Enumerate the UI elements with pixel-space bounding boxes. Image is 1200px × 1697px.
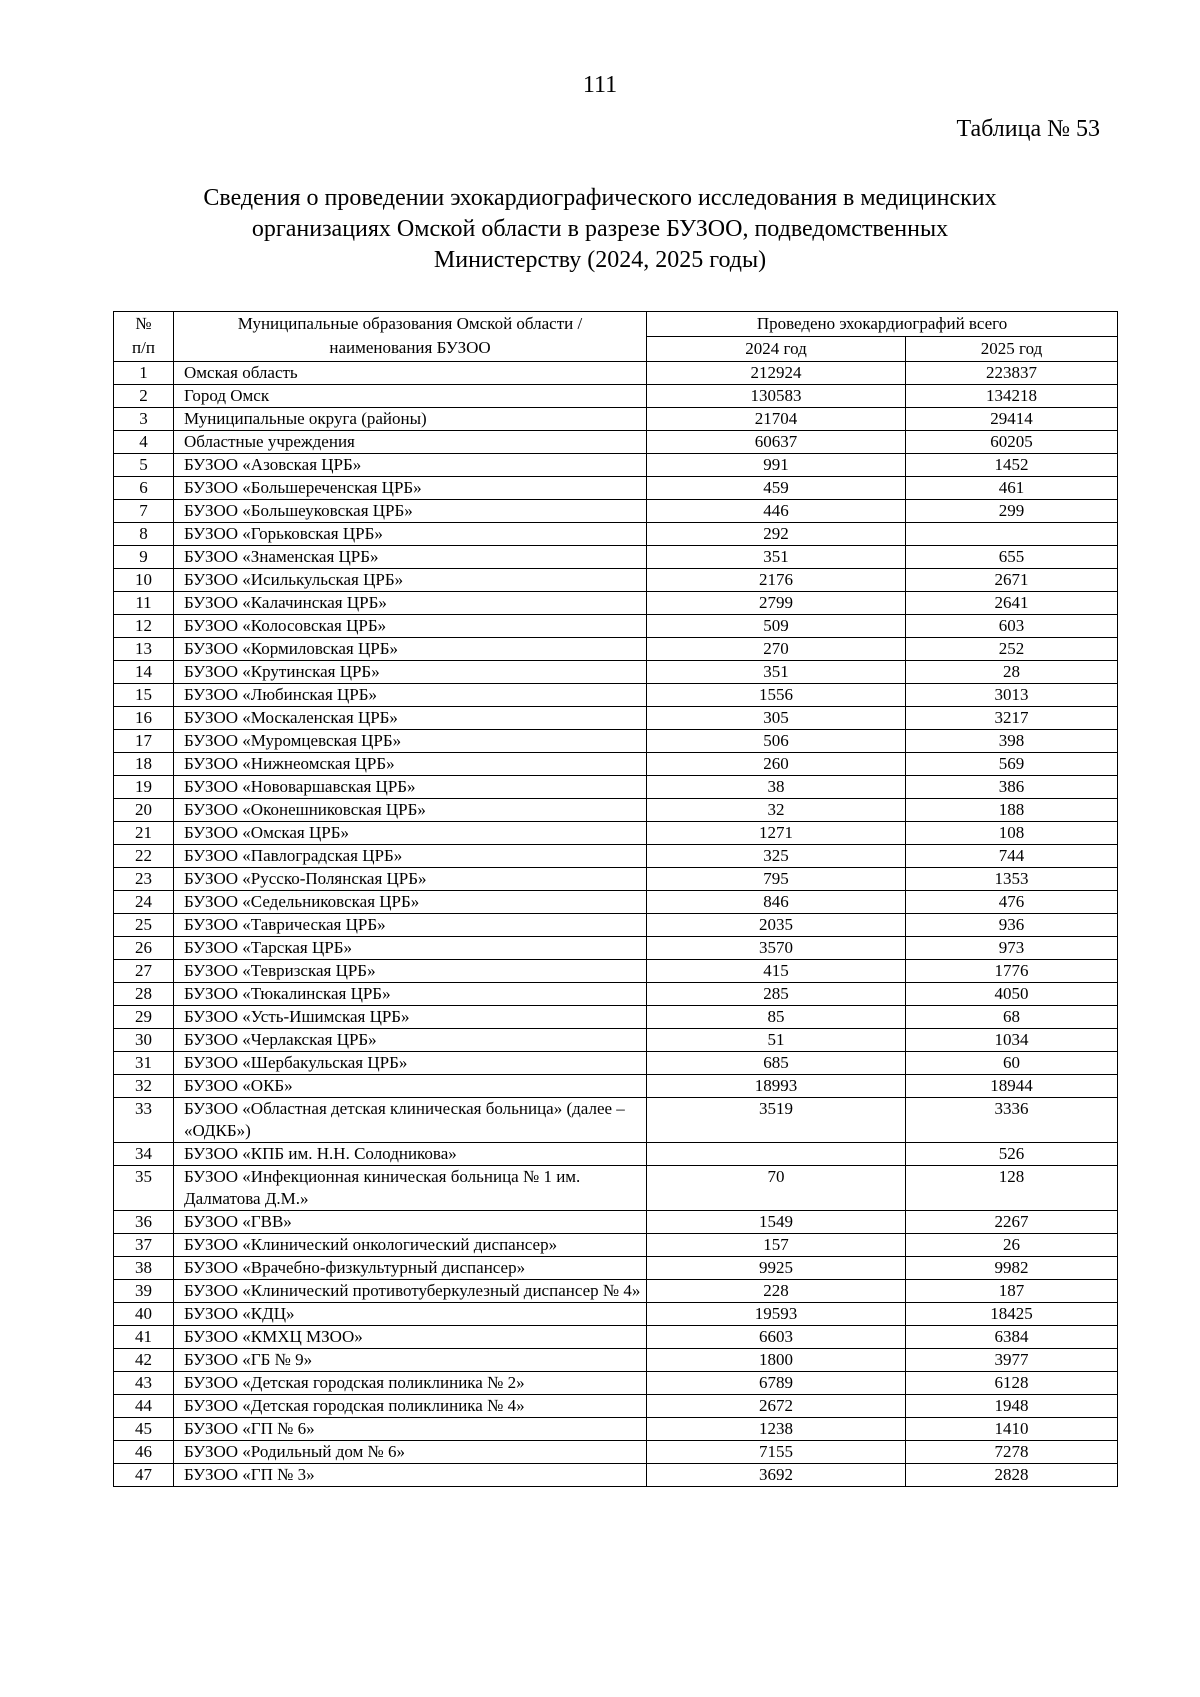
row-name: БУЗОО «Павлоградская ЦРБ» (174, 845, 647, 868)
row-value-2024: 60637 (647, 431, 906, 454)
row-name: БУЗОО «ГП № 3» (174, 1464, 647, 1487)
table-row (114, 523, 1118, 546)
row-value-2024: 446 (647, 500, 906, 523)
table-row (114, 408, 1118, 431)
table-row (114, 707, 1118, 730)
row-value-2024: 3519 (647, 1098, 906, 1143)
row-number: 36 (114, 1211, 174, 1234)
row-number: 38 (114, 1257, 174, 1280)
row-value-2024: 285 (647, 983, 906, 1006)
row-number: 18 (114, 753, 174, 776)
table-row (114, 845, 1118, 868)
table-row (114, 477, 1118, 500)
row-value-2024: 325 (647, 845, 906, 868)
row-number: 39 (114, 1280, 174, 1303)
row-number: 43 (114, 1372, 174, 1395)
table-row (114, 891, 1118, 914)
row-value-2024: 130583 (647, 385, 906, 408)
row-number: 23 (114, 868, 174, 891)
table-row (114, 1166, 1118, 1211)
row-name: БУЗОО «Горьковская ЦРБ» (174, 523, 647, 546)
row-name: БУЗОО «Кормиловская ЦРБ» (174, 638, 647, 661)
row-value-2024: 157 (647, 1234, 906, 1257)
row-value-2024: 1800 (647, 1349, 906, 1372)
row-value-2024: 1556 (647, 684, 906, 707)
row-number: 13 (114, 638, 174, 661)
row-value-2025: 188 (906, 799, 1118, 822)
row-value-2025: 299 (906, 500, 1118, 523)
row-value-2025: 1776 (906, 960, 1118, 983)
row-number: 25 (114, 914, 174, 937)
row-name: Город Омск (174, 385, 647, 408)
title-line: Министерству (2024, 2025 годы) (433, 247, 767, 273)
row-value-2025 (906, 523, 1118, 546)
table-row (114, 753, 1118, 776)
row-value-2024: 415 (647, 960, 906, 983)
table-row (114, 431, 1118, 454)
row-name: БУЗОО «Клинический противотуберкулезный диспансер № 4» (174, 1280, 647, 1303)
row-value-2025: 108 (906, 822, 1118, 845)
row-value-2024: 2176 (647, 569, 906, 592)
row-number: 22 (114, 845, 174, 868)
row-value-2024 (647, 1143, 906, 1166)
row-number: 44 (114, 1395, 174, 1418)
row-value-2024: 685 (647, 1052, 906, 1075)
page-number: 111 (582, 72, 618, 98)
row-name: БУЗОО «Врачебно-физкультурный диспансер» (174, 1257, 647, 1280)
row-value-2024: 506 (647, 730, 906, 753)
row-value-2024: 19593 (647, 1303, 906, 1326)
row-value-2025: 1410 (906, 1418, 1118, 1441)
row-value-2024: 292 (647, 523, 906, 546)
row-name: БУЗОО «Колосовская ЦРБ» (174, 615, 647, 638)
table-row (114, 1349, 1118, 1372)
table-row (114, 661, 1118, 684)
row-value-2024: 351 (647, 661, 906, 684)
row-name: БУЗОО «Шербакульская ЦРБ» (174, 1052, 647, 1075)
row-name: БУЗОО «Москаленская ЦРБ» (174, 707, 647, 730)
table-row (114, 1029, 1118, 1052)
row-value-2025: 7278 (906, 1441, 1118, 1464)
row-value-2025: 28 (906, 661, 1118, 684)
row-name: БУЗОО «КДЦ» (174, 1303, 647, 1326)
row-number: 8 (114, 523, 174, 546)
row-value-2025: 2641 (906, 592, 1118, 615)
table-row (114, 1395, 1118, 1418)
row-number: 10 (114, 569, 174, 592)
table-row (114, 1303, 1118, 1326)
table-row (114, 615, 1118, 638)
row-number: 4 (114, 431, 174, 454)
row-value-2025: 60205 (906, 431, 1118, 454)
table-row (114, 914, 1118, 937)
row-number: 41 (114, 1326, 174, 1349)
row-number: 45 (114, 1418, 174, 1441)
row-value-2025: 223837 (906, 362, 1118, 385)
row-name: БУЗОО «Инфекционная киническая больница № 1 им. Далматова Д.М.» (174, 1166, 647, 1211)
row-name: БУЗОО «Детская городская поликлиника № 2» (174, 1372, 647, 1395)
row-value-2025: 128 (906, 1166, 1118, 1211)
row-value-2025: 603 (906, 615, 1118, 638)
row-value-2024: 305 (647, 707, 906, 730)
row-value-2025: 526 (906, 1143, 1118, 1166)
row-value-2024: 6603 (647, 1326, 906, 1349)
row-number: 33 (114, 1098, 174, 1143)
table-row (114, 822, 1118, 845)
row-name: БУЗОО «Тарская ЦРБ» (174, 937, 647, 960)
row-name: БУЗОО «Усть-Ишимская ЦРБ» (174, 1006, 647, 1029)
row-value-2024: 6789 (647, 1372, 906, 1395)
table-row (114, 592, 1118, 615)
table-row (114, 500, 1118, 523)
row-name: БУЗОО «Седельниковская ЦРБ» (174, 891, 647, 914)
table-row (114, 684, 1118, 707)
header-2025: 2025 год (906, 337, 1118, 362)
row-name: БУЗОО «ГБ № 9» (174, 1349, 647, 1372)
row-number: 3 (114, 408, 174, 431)
header-number-line2: п/п (132, 338, 155, 357)
header-2024: 2024 год (647, 337, 906, 362)
row-name: Муниципальные округа (районы) (174, 408, 647, 431)
row-value-2025: 18944 (906, 1075, 1118, 1098)
row-name: БУЗОО «Черлакская ЦРБ» (174, 1029, 647, 1052)
row-number: 20 (114, 799, 174, 822)
table-label: Таблица № 53 (956, 116, 1100, 142)
table-row (114, 1143, 1118, 1166)
row-value-2024: 9925 (647, 1257, 906, 1280)
table-body (114, 362, 1118, 1487)
row-number: 2 (114, 385, 174, 408)
row-value-2024: 7155 (647, 1441, 906, 1464)
row-name: БУЗОО «Клинический онкологический диспансер» (174, 1234, 647, 1257)
row-number: 29 (114, 1006, 174, 1029)
row-number: 14 (114, 661, 174, 684)
row-name: БУЗОО «ГВВ» (174, 1211, 647, 1234)
row-value-2025: 386 (906, 776, 1118, 799)
table-row (114, 638, 1118, 661)
row-number: 46 (114, 1441, 174, 1464)
row-value-2024: 351 (647, 546, 906, 569)
row-name: БУЗОО «Калачинская ЦРБ» (174, 592, 647, 615)
row-value-2024: 991 (647, 454, 906, 477)
row-value-2024: 1549 (647, 1211, 906, 1234)
row-value-2024: 2799 (647, 592, 906, 615)
title-line: Сведения о проведении эхокардиографического исследования в медицинских (203, 185, 997, 211)
table-row (114, 385, 1118, 408)
row-number: 6 (114, 477, 174, 500)
table-row (114, 1464, 1118, 1487)
row-value-2025: 744 (906, 845, 1118, 868)
table-row (114, 1098, 1118, 1143)
row-number: 32 (114, 1075, 174, 1098)
table-row (114, 1441, 1118, 1464)
header-name-line1: Муниципальные образования Омской области / (237, 314, 583, 333)
row-name: БУЗОО «Нововаршавская ЦРБ» (174, 776, 647, 799)
row-name: БУЗОО «Муромцевская ЦРБ» (174, 730, 647, 753)
row-name: БУЗОО «Омская ЦРБ» (174, 822, 647, 845)
row-value-2024: 51 (647, 1029, 906, 1052)
row-value-2024: 2672 (647, 1395, 906, 1418)
row-value-2025: 9982 (906, 1257, 1118, 1280)
header-group: Проведено эхокардиографий всего (647, 312, 1118, 337)
row-value-2024: 1238 (647, 1418, 906, 1441)
row-name: БУЗОО «КПБ им. Н.Н. Солодникова» (174, 1143, 647, 1166)
row-name: БУЗОО «Детская городская поликлиника № 4» (174, 1395, 647, 1418)
table-row (114, 1234, 1118, 1257)
row-number: 5 (114, 454, 174, 477)
row-value-2025: 2267 (906, 1211, 1118, 1234)
row-name: БУЗОО «Тюкалинская ЦРБ» (174, 983, 647, 1006)
row-value-2025: 2828 (906, 1464, 1118, 1487)
row-number: 7 (114, 500, 174, 523)
row-name: БУЗОО «Большеуковская ЦРБ» (174, 500, 647, 523)
row-value-2024: 3692 (647, 1464, 906, 1487)
row-number: 37 (114, 1234, 174, 1257)
row-value-2024: 509 (647, 615, 906, 638)
row-number: 19 (114, 776, 174, 799)
row-value-2025: 26 (906, 1234, 1118, 1257)
row-value-2025: 476 (906, 891, 1118, 914)
row-value-2025: 398 (906, 730, 1118, 753)
table-row (114, 1280, 1118, 1303)
row-number: 9 (114, 546, 174, 569)
document-title (120, 183, 1080, 276)
row-value-2025: 252 (906, 638, 1118, 661)
row-name: БУЗОО «Оконешниковская ЦРБ» (174, 799, 647, 822)
table-row (114, 1052, 1118, 1075)
table-row (114, 799, 1118, 822)
row-value-2025: 6128 (906, 1372, 1118, 1395)
row-value-2024: 228 (647, 1280, 906, 1303)
row-name: БУЗОО «Областная детская клиническая больница» (далее – «ОДКБ») (174, 1098, 647, 1143)
row-number: 27 (114, 960, 174, 983)
row-number: 15 (114, 684, 174, 707)
table-row (114, 362, 1118, 385)
table-row (114, 1211, 1118, 1234)
row-name: БУЗОО «Знаменская ЦРБ» (174, 546, 647, 569)
row-value-2024: 846 (647, 891, 906, 914)
table-row (114, 1372, 1118, 1395)
row-value-2025: 655 (906, 546, 1118, 569)
row-value-2025: 3977 (906, 1349, 1118, 1372)
table-row (114, 546, 1118, 569)
header-name-line2: наименования БУЗОО (329, 338, 491, 357)
row-value-2024: 270 (647, 638, 906, 661)
row-name: БУЗОО «Исилькульская ЦРБ» (174, 569, 647, 592)
row-value-2025: 29414 (906, 408, 1118, 431)
row-name: БУЗОО «Нижнеомская ЦРБ» (174, 753, 647, 776)
table-row (114, 1257, 1118, 1280)
row-number: 1 (114, 362, 174, 385)
table-row (114, 960, 1118, 983)
row-value-2025: 4050 (906, 983, 1118, 1006)
table-row (114, 937, 1118, 960)
row-number: 35 (114, 1166, 174, 1211)
row-name: БУЗОО «ОКБ» (174, 1075, 647, 1098)
row-value-2024: 18993 (647, 1075, 906, 1098)
row-value-2024: 32 (647, 799, 906, 822)
row-value-2024: 38 (647, 776, 906, 799)
row-value-2024: 212924 (647, 362, 906, 385)
table-row (114, 730, 1118, 753)
row-number: 34 (114, 1143, 174, 1166)
header-number (114, 312, 174, 362)
row-number: 30 (114, 1029, 174, 1052)
header-name (174, 312, 647, 362)
row-name: Областные учреждения (174, 431, 647, 454)
row-value-2025: 1353 (906, 868, 1118, 891)
table-row (114, 569, 1118, 592)
row-value-2025: 68 (906, 1006, 1118, 1029)
row-value-2025: 1452 (906, 454, 1118, 477)
row-name: БУЗОО «КМХЦ МЗОО» (174, 1326, 647, 1349)
table-row (114, 868, 1118, 891)
row-number: 26 (114, 937, 174, 960)
row-value-2025: 973 (906, 937, 1118, 960)
title-line: организациях Омской области в разрезе БУЗОО, подведомственных (251, 216, 949, 242)
row-name: БУЗОО «Большереченская ЦРБ» (174, 477, 647, 500)
row-number: 24 (114, 891, 174, 914)
row-number: 21 (114, 822, 174, 845)
row-value-2024: 3570 (647, 937, 906, 960)
row-value-2024: 260 (647, 753, 906, 776)
row-value-2025: 187 (906, 1280, 1118, 1303)
row-value-2024: 795 (647, 868, 906, 891)
row-value-2024: 21704 (647, 408, 906, 431)
row-value-2024: 1271 (647, 822, 906, 845)
header-number-line1: № (135, 314, 152, 333)
table-row (114, 1418, 1118, 1441)
row-name: БУЗОО «Крутинская ЦРБ» (174, 661, 647, 684)
table-row (114, 1075, 1118, 1098)
row-value-2024: 459 (647, 477, 906, 500)
row-value-2025: 18425 (906, 1303, 1118, 1326)
row-number: 42 (114, 1349, 174, 1372)
row-value-2025: 569 (906, 753, 1118, 776)
row-value-2025: 936 (906, 914, 1118, 937)
row-value-2025: 1948 (906, 1395, 1118, 1418)
row-value-2025: 134218 (906, 385, 1118, 408)
row-name: БУЗОО «Русско-Полянская ЦРБ» (174, 868, 647, 891)
row-name: Омская область (174, 362, 647, 385)
row-value-2025: 60 (906, 1052, 1118, 1075)
table-row (114, 983, 1118, 1006)
row-number: 12 (114, 615, 174, 638)
row-number: 16 (114, 707, 174, 730)
row-name: БУЗОО «Таврическая ЦРБ» (174, 914, 647, 937)
row-number: 11 (114, 592, 174, 615)
table-row (114, 454, 1118, 477)
row-number: 40 (114, 1303, 174, 1326)
row-name: БУЗОО «Любинская ЦРБ» (174, 684, 647, 707)
row-name: БУЗОО «Тевризская ЦРБ» (174, 960, 647, 983)
table-row (114, 1006, 1118, 1029)
row-number: 31 (114, 1052, 174, 1075)
row-number: 47 (114, 1464, 174, 1487)
row-value-2025: 461 (906, 477, 1118, 500)
row-number: 17 (114, 730, 174, 753)
row-value-2025: 3336 (906, 1098, 1118, 1143)
row-value-2024: 85 (647, 1006, 906, 1029)
row-value-2025: 2671 (906, 569, 1118, 592)
row-name: БУЗОО «ГП № 6» (174, 1418, 647, 1441)
echocardiography-table (113, 311, 1118, 1487)
row-value-2025: 3013 (906, 684, 1118, 707)
table-row (114, 776, 1118, 799)
row-name: БУЗОО «Родильный дом № 6» (174, 1441, 647, 1464)
row-value-2024: 70 (647, 1166, 906, 1211)
row-value-2025: 1034 (906, 1029, 1118, 1052)
row-number: 28 (114, 983, 174, 1006)
row-value-2025: 6384 (906, 1326, 1118, 1349)
row-value-2025: 3217 (906, 707, 1118, 730)
row-name: БУЗОО «Азовская ЦРБ» (174, 454, 647, 477)
row-value-2024: 2035 (647, 914, 906, 937)
table-row (114, 1326, 1118, 1349)
